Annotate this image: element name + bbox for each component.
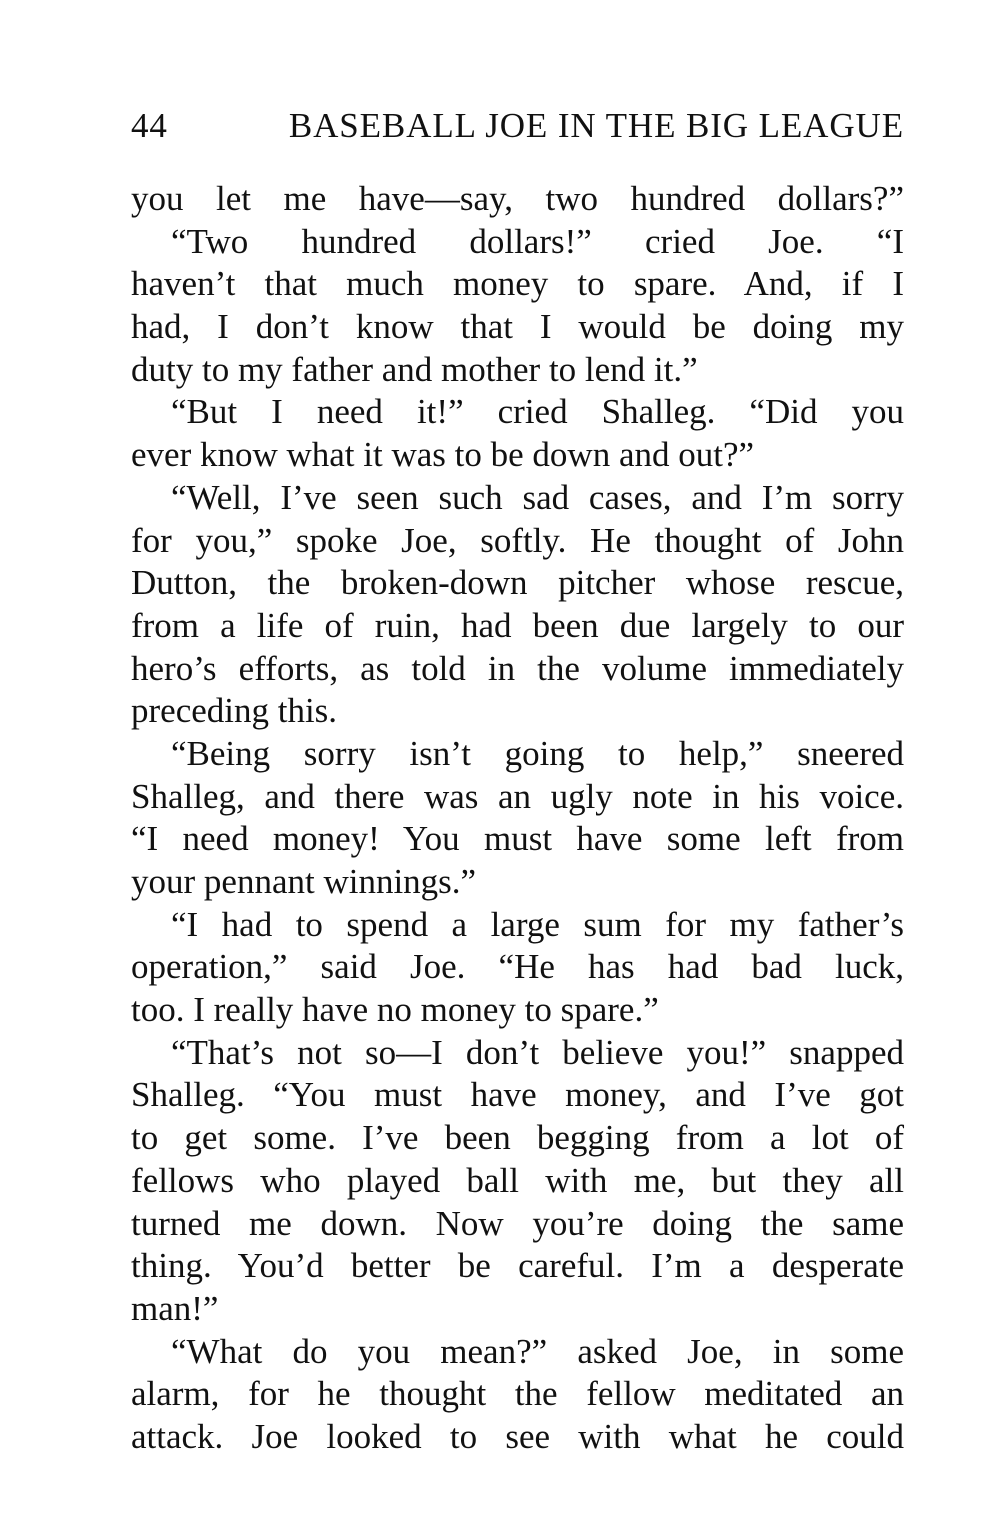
text-line: “Well, I’ve seen such sad cases, and I’m sorry	[171, 477, 904, 517]
text-line: operation,” said Joe. “He has had bad luck,	[131, 947, 904, 987]
text-line: attack. Joe looked to see with what he could	[131, 1416, 904, 1456]
text-line: for you,” spoke Joe, softly. He thought of John	[131, 520, 904, 560]
text-line: Dutton, the broken-down pitcher whose rescue,	[131, 563, 904, 603]
book-page	[131, 104, 904, 1459]
text-line: had, I don’t know that I would be doing my	[131, 307, 904, 347]
text-line: preceding this.	[131, 691, 338, 731]
text-line: fellows who played ball with me, but they all	[131, 1160, 904, 1200]
running-head	[131, 104, 904, 148]
text-line: ever know what it was to be down and out?”	[131, 435, 755, 475]
text-line: turned me down. Now you’re doing the same	[131, 1203, 904, 1243]
text-line: Shalleg. “You must have money, and I’ve got	[131, 1075, 904, 1115]
page-number: 44	[131, 106, 168, 145]
text-line: you let me have—say, two hundred dollars?”	[131, 179, 904, 218]
text-line: Shalleg, and there was an ugly note in his voice.	[131, 776, 904, 816]
text-line: your pennant winnings.”	[131, 862, 477, 901]
text-line: “What do you mean?” asked Joe, in some	[171, 1331, 904, 1371]
body-text	[131, 178, 904, 1459]
text-line: alarm, for he thought the fellow meditated an	[131, 1374, 904, 1414]
text-line: duty to my father and mother to lend it.”	[131, 349, 698, 389]
text-line: from a life of ruin, had been due largely to our	[131, 605, 904, 645]
running-title: BASEBALL JOE IN THE BIG LEAGUE	[288, 106, 904, 145]
text-line: “I had to spend a large sum for my father’s	[171, 904, 904, 944]
text-line: “I need money! You must have some left from	[131, 819, 904, 859]
text-line: to get some. I’ve been begging from a lot of	[131, 1118, 904, 1158]
text-line: “But I need it!” cried Shalleg. “Did you	[171, 392, 904, 432]
text-line: “Two hundred dollars!” cried Joe. “I	[171, 221, 904, 261]
text-line: “Being sorry isn’t going to help,” sneered	[171, 733, 904, 773]
text-line: “That’s not so—I don’t believe you!” snapped	[171, 1032, 904, 1072]
text-line: man!”	[131, 1288, 219, 1328]
text-line: thing. You’d better be careful. I’m a desperate	[131, 1246, 904, 1286]
text-line: too. I really have no money to spare.”	[131, 990, 659, 1030]
text-line: hero’s efforts, as told in the volume immediately	[131, 648, 904, 688]
text-line: haven’t that much money to spare. And, if I	[131, 264, 904, 304]
